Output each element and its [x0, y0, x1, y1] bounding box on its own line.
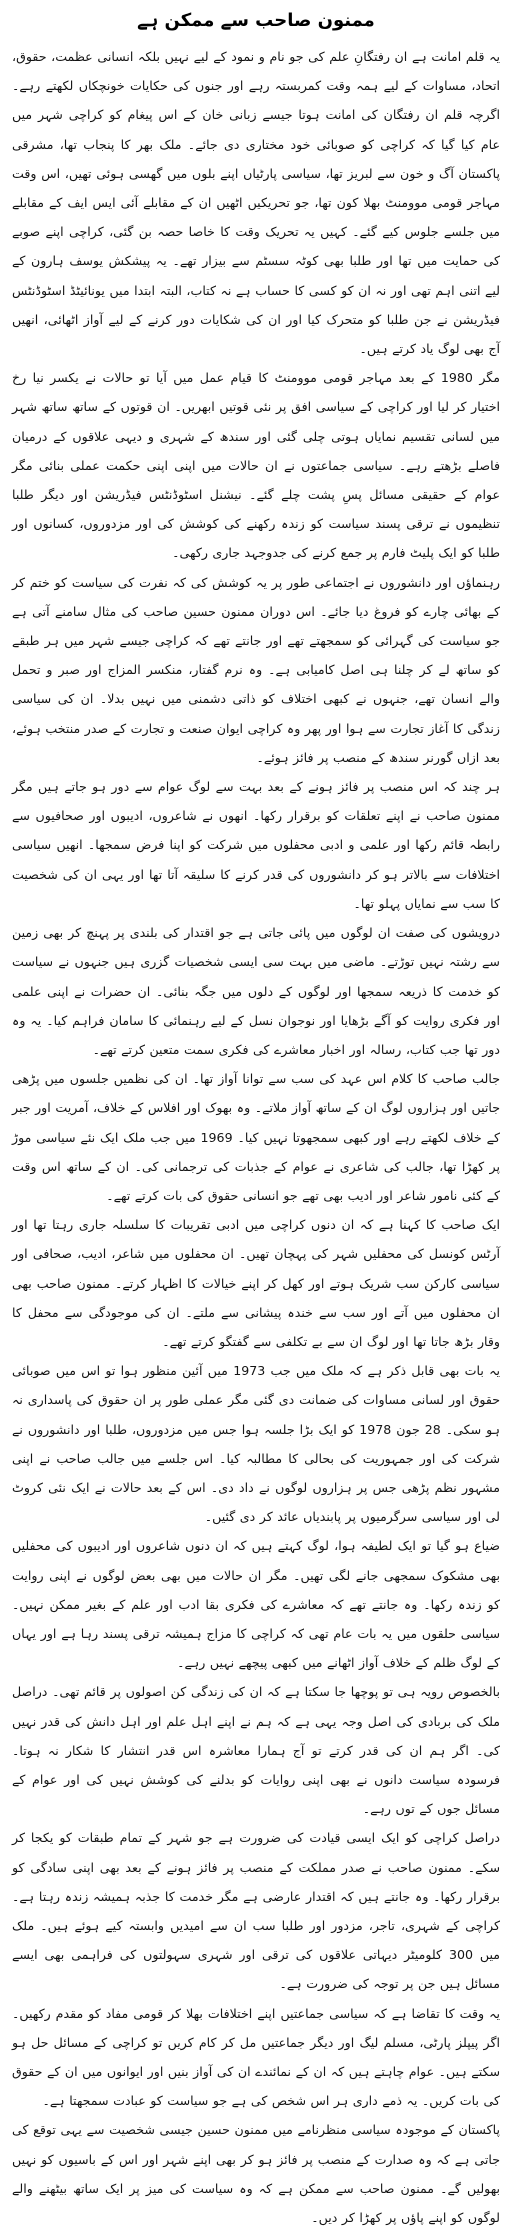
article-paragraph: بالخصوص رویہ ہی تو پوچھا جا سکتا ہے کہ ان کی زندگی کن اصولوں پر قائم تھی۔ دراصل ملک کی بربادی کی اصل وجہ یہی ہے کہ ہم نے اپنے اہل علم اور اہل دانش کی قدر نہیں کی۔ اگر ہم ان کی قدر کرتے تو آج ہمارا معاشرہ اس قدر انتشار کا شکار نہ ہوتا۔ فرسودہ سیاست دانوں نے بھی اپنی روایات کو بدلنے کی کوشش نہیں کی اور عوام کے مسائل جوں کے توں رہے۔ — [12, 1684, 500, 1817]
article-paragraph: یہ وقت کا تقاضا ہے کہ سیاسی جماعتیں اپنے اختلافات بھلا کر قومی مفاد کو مقدم رکھیں۔ اگر پیپلز پارٹی، مسلم لیگ اور دیگر جماعتیں مل کر کام کریں تو کراچی کے مسائل حل ہو سکتے ہیں۔ عوام چاہتے ہیں کہ ان کے نمائندے ان کی آواز بنیں اور ایوانوں میں ان کے حقوق کی بات کریں۔ یہ ذمے داری ہر اس شخص کی ہے جو سیاست کو عبادت سمجھتا ہے۔ — [12, 2005, 500, 2109]
article-paragraph: درویشوں کی صفت ان لوگوں میں پائی جاتی ہے جو اقتدار کی بلندی پر پہنچ کر بھی زمین سے رشتہ نہیں توڑتے۔ ماضی میں بہت سی ایسی شخصیات گزری ہیں جنہوں نے سیاست کو خدمت کا ذریعہ سمجھا اور لوگوں کے دلوں میں جگہ بنائی۔ ان حضرات نے اپنی علمی اور فکری روایت کو آگے بڑھایا اور نوجوان نسل کے لیے رہنمائی کا سامان فراہم کیا۔ یہ وہ دور تھا جب کتاب، رسالہ اور اخبار معاشرے کی فکری سمت متعین کرتے تھے۔ — [12, 925, 500, 1057]
article-paragraph: یہ قلم امانت ہے ان رفتگانِ علم کی جو نام و نمود کے لیے نہیں بلکہ انسانی عظمت، حقوق، اتحاد، مساوات کے لیے ہمہ وقت کمربستہ رہے اور جنوں کی حکایات خونچکاں لکھتے رہے۔ اگرچہ قلم ان رفتگان کی امانت ہوتا جیسے زبانی خان کے اس پیغام کو کراچی شہر میں عام کیا گیا کہ کراچی کو صوبائی خود مختاری دی جائے۔ ملک بھر کا پنجاب تھا، مشرقی پاکستان آگ و خون سے لبریز تھا، سیاسی پارٹیاں اپنے بلوں میں گھسی ہوئی تھیں، اس وقت مہاجر قومی موومنٹ بھلا کون تھا، جو تحریکیں اٹھیں ان کے مقابلے آئی ایس ایف کے مقابلے میں جلسے جلوس کیے گئے۔ کہیں یہ تحریک وقت کا خاصا حصہ بن گئی، کراچی اپنے صوبے کی حمایت میں تھا اور طلبا بھی کوٹہ سسٹم سے بیزار تھے۔ یہ پیشکش یوسف ہارون کے لیے اتنی اہم تھی اور نہ ان کو کسی کا حساب ہے نہ کتاب، البتہ ابتدا میں یونائیٹڈ اسٹوڈنٹس فیڈریشن نے جن طلبا کو متحرک کیا اور ان کی شکایات دور کرنے کے لیے آواز اٹھائی، انھیں آج بھی لوگ یاد کرتے ہیں۔ — [12, 49, 500, 357]
article-paragraph: ہر چند کہ اس منصب پر فائز ہونے کے بعد بہت سے لوگ عوام سے دور ہو جاتے ہیں مگر ممنون صاحب نے اپنے تعلقات کو برقرار رکھا۔ انھوں نے شاعروں، ادیبوں اور صحافیوں سے رابطہ قائم رکھا اور علمی و ادبی محفلوں میں شرکت کو اپنا فرض سمجھا۔ انھیں سیاسی اختلافات سے بالاتر ہو کر دانشوروں کی قدر کرنے کا سلیقہ آتا تھا اور یہی ان کی شخصیت کا سب سے نمایاں پہلو تھا۔ — [12, 779, 500, 911]
article-paragraph: دراصل کراچی کو ایک ایسی قیادت کی ضرورت ہے جو شہر کے تمام طبقات کو یکجا کر سکے۔ ممنون صاحب نے صدر مملکت کے منصب پر فائز ہونے کے بعد بھی اپنی سادگی کو برقرار رکھا۔ وہ جانتے ہیں کہ اقتدار عارضی ہے مگر خدمت کا جذبہ ہمیشہ زندہ رہتا ہے۔ کراچی کے شہری، تاجر، مزدور اور طلبا سب ان سے امیدیں وابستہ کیے ہوئے ہیں۔ ملک میں 300 کلومیٹر دیہاتی علاقوں کی ترقی اور شہری سہولتوں کی فراہمی بھی ایسے مسائل ہیں جن پر توجہ کی ضرورت ہے۔ — [12, 1830, 501, 1992]
article-paragraph: پاکستان کے موجودہ سیاسی منظرنامے میں ممنون حسین جیسی شخصیت سے یہی توقع کی جاتی ہے کہ وہ صدارت کے منصب پر فائز ہو کر بھی اپنے شہر اور اس کے باسیوں کو نہیں بھولیں گے۔ ممنون صاحب سے ممکن ہے کہ وہ سیاست کی میز پر ایک ساتھ بیٹھنے والے لوگوں کو اپنے پاؤں پر کھڑا کر دیں۔ — [12, 2122, 500, 2226]
article-title: ممنون صاحب سے ممکن ہے — [137, 10, 375, 31]
article-paragraph: جالب صاحب کا کلام اس عہد کی سب سے توانا آواز تھا۔ ان کی نظمیں جلسوں میں پڑھی جاتیں اور ہزاروں لوگ ان کے ساتھ آواز ملاتے۔ وہ بھوک اور افلاس کے خلاف، آمریت اور جبر کے خلاف لکھتے رہے اور کبھی سمجھوتا نہیں کیا۔ 1969 میں جب ملک ایک نئے سیاسی موڑ پر کھڑا تھا، جالب کی شاعری نے عوام کے جذبات کی ترجمانی کی۔ ان کے ساتھ اس وقت کے کئی نامور شاعر اور ادیب بھی تھے جو انسانی حقوق کی بات کرتے تھے۔ — [12, 1071, 500, 1203]
article-paragraph: ایک صاحب کا کہنا ہے کہ ان دنوں کراچی میں ادبی تقریبات کا سلسلہ جاری رہتا تھا اور آرٹس کونسل کی محفلیں شہر کی پہچان تھیں۔ ان محفلوں میں شاعر، ادیب، صحافی اور سیاسی کارکن سب شریک ہوتے اور کھل کر اپنے خیالات کا اظہار کرتے۔ ممنون صاحب بھی ان محفلوں میں آتے اور سب سے خندہ پیشانی سے ملتے۔ ان کی موجودگی سے محفل کا وقار بڑھ جاتا تھا اور لوگ ان سے بے تکلفی سے گفتگو کرتے تھے۔ — [12, 1217, 500, 1349]
article-body — [12, 42, 500, 2232]
article-paragraph: ضیاع ہو گیا تو ایک لطیفہ ہوا، لوگ کہتے ہیں کہ ان دنوں شاعروں اور ادیبوں کی محفلیں بھی مشکوک سمجھی جانے لگی تھیں۔ مگر ان حالات میں بھی بعض لوگوں نے اپنی روایت کو زندہ رکھا۔ وہ جانتے تھے کہ معاشرے کی فکری بقا ادب اور علم کے بغیر ممکن نہیں۔ سیاسی حلقوں میں یہ بات عام تھی کہ کراچی کا مزاج ہمیشہ ترقی پسند رہا ہے اور یہاں کے لوگ ظلم کے خلاف آواز اٹھانے میں کبھی پیچھے نہیں رہے۔ — [12, 1538, 500, 1671]
article-paragraph: رہنماؤں اور دانشوروں نے اجتماعی طور پر یہ کوشش کی کہ نفرت کی سیاست کو ختم کر کے بھائی چارے کو فروغ دیا جائے۔ اس دوران ممنون حسین صاحب کی مثال سامنے آتی ہے جو سیاست کی گہرائی کو سمجھتے تھے اور جانتے تھے کہ کراچی جیسے شہر میں ہر طبقے کو ساتھ لے کر چلنا ہی اصل کامیابی ہے۔ وہ نرم گفتار، منکسر المزاج اور صبر و تحمل والے انسان تھے، جنہوں نے کبھی اختلاف کو ذاتی دشمنی میں نہیں بدلا۔ ان کی سیاسی زندگی کا آغاز تجارت سے ہوا اور پھر وہ کراچی ایوان صنعت و تجارت کے صدر منتخب ہوئے، بعد ازاں گورنر سندھ کے منصب پر فائز ہوئے۔ — [12, 574, 500, 765]
article-paragraph: یہ بات بھی قابل ذکر ہے کہ ملک میں جب 1973 میں آئین منظور ہوا تو اس میں صوبائی حقوق اور لسانی مساوات کی ضمانت دی گئی مگر عملی طور پر ان حقوق کی پاسداری نہ ہو سکی۔ 28 جون 1978 کو ایک بڑا جلسہ ہوا جس میں مزدوروں، طلبا اور دانشوروں نے شرکت کی اور جمہوریت کی بحالی کا مطالبہ کیا۔ اس جلسے میں جالب صاحب نے اپنی مشہور نظم پڑھی جس پر ہزاروں لوگوں نے داد دی۔ اس کے بعد حالات نے ایک نئی کروٹ لی اور سیاسی سرگرمیوں پر پابندیاں عائد کر دی گئیں۔ — [12, 1363, 500, 1525]
article-paragraph: مگر 1980 کے بعد مہاجر قومی موومنٹ کا قیام عمل میں آیا تو حالات نے یکسر نیا رخ اختیار کر لیا اور کراچی کے سیاسی افق پر نئی قوتیں ابھریں۔ ان قوتوں کے ساتھ ساتھ شہر میں لسانی تقسیم نمایاں ہوتی چلی گئی اور سندھ کے شہری و دیہی علاقوں کے درمیان فاصلے بڑھتے رہے۔ سیاسی جماعتوں نے ان حالات میں اپنی اپنی حکمت عملی بنائی مگر عوام کے حقیقی مسائل پسِ پشت چلے گئے۔ نیشنل اسٹوڈنٹس فیڈریشن اور دیگر طلبا تنظیموں نے ترقی پسند سیاست کو زندہ رکھنے کی کوشش کی اور مزدوروں، کسانوں اور طلبا کو ایک پلیٹ فارم پر جمع کرنے کی جدوجہد جاری رکھی۔ — [12, 370, 500, 561]
